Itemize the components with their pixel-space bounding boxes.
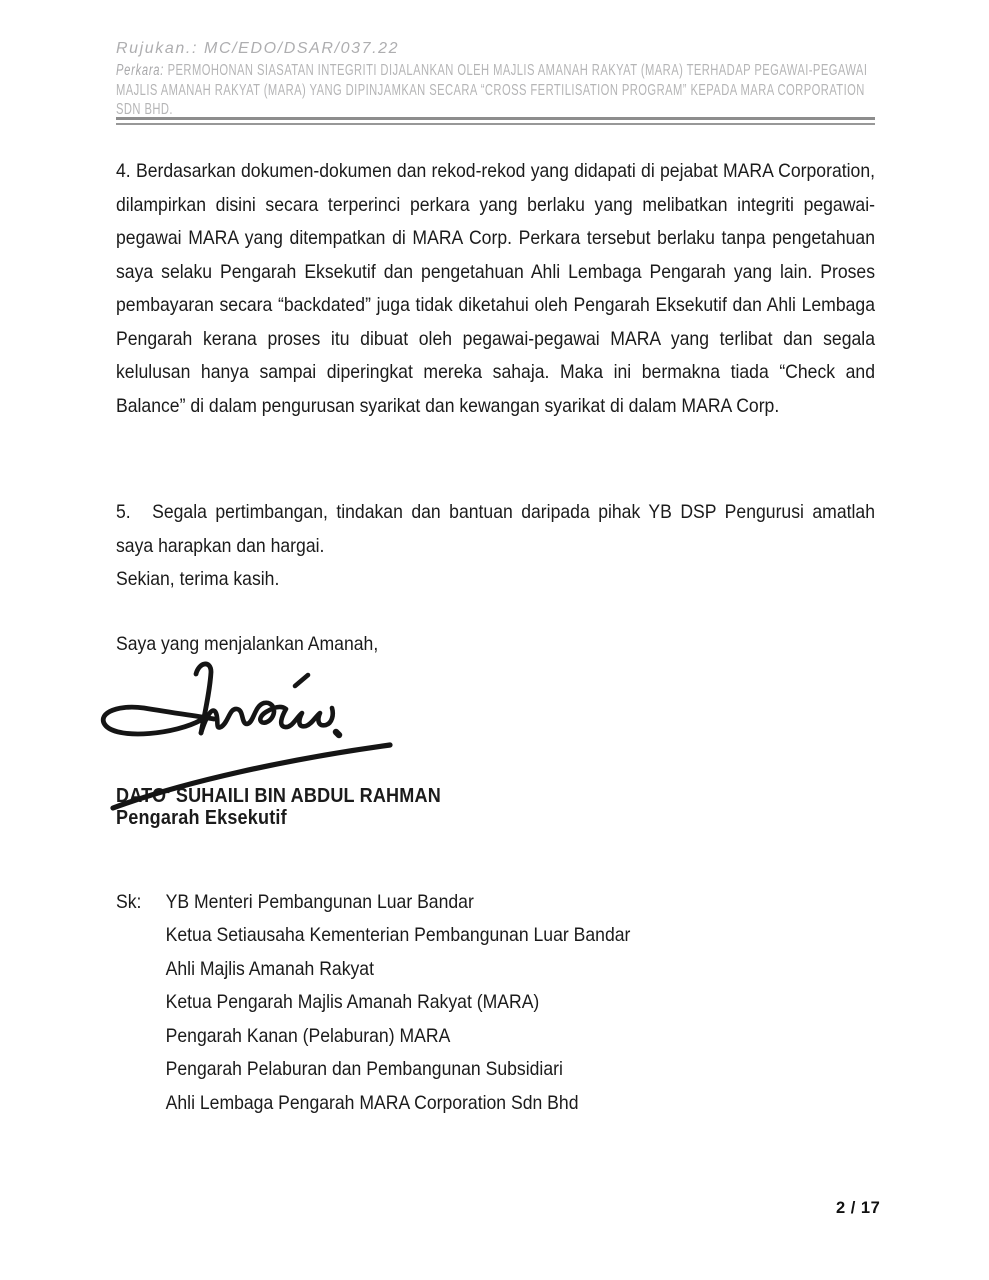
cc-item: Ketua Pengarah Majlis Amanah Rakyat (MARA) <box>165 991 540 1013</box>
cc-item: Ahli Lembaga Pengarah MARA Corporation Sdn Bhd <box>165 1091 579 1114</box>
cc-item: Ahli Majlis Amanah Rakyat <box>165 957 374 980</box>
cc-item: Ketua Setiausaha Kementerian Pembangunan Luar Bandar <box>165 924 631 946</box>
signatory-title: Pengarah Eksekutif <box>116 807 287 829</box>
signatory-name: DATO' SUHAILI BIN ABDUL RAHMAN <box>116 784 441 807</box>
paragraph-4-text: Berdasarkan dokumen-dokumen dan rekod-rekod yang didapati di pejabat MARA Corporation, dilampirkan disini secara terperinci perkara yang berlaku yang melibatkan integriti pegawai-pegawai MARA yang ditempatkan di MARA Corp. Perkara tersebut berlaku tanpa pengetahuan saya selaku Pengarah Eksekutif dan pengetahuan Ahli Lembaga Pengarah yang lain. Proses pembayaran secara “backdated” juga tidak diketahui oleh Pengarah Eksekutif dan Ahli Lembaga Pengarah kerana proses itu dibuat oleh pegawai-pegawai MARA yang terlibat dan segala kelulusan hanya sampai diperingkat mereka sahaja. Maka ini bermakna tiada “Check and Balance” di dalam pengurusan syarikat dan kewangan syarikat di dalam MARA Corp. <box>116 160 876 417</box>
cc-item: Pengarah Kanan (Pelaburan) MARA <box>165 1024 451 1047</box>
page-number: 2 / 17 <box>836 1199 881 1217</box>
letter-body <box>116 0 875 1120</box>
reference-label: Rujukan.: <box>116 40 198 57</box>
reference-value: MC/EDO/DSAR/037.22 <box>204 40 400 57</box>
paragraph-4-number: 4. <box>116 160 131 182</box>
subject-label: Perkara: <box>116 62 165 79</box>
paragraph-5-text: Segala pertimbangan, tindakan dan bantuan daripada pihak YB DSP Pengurusi amatlah saya harapkan dan hargai. <box>116 501 876 557</box>
cc-block <box>116 886 875 1121</box>
paragraph-5 <box>116 496 875 597</box>
cc-list <box>166 886 875 1121</box>
closing-line: Sekian, terima kasih. <box>116 568 280 590</box>
salutation-line: Saya yang menjalankan Amanah, <box>116 633 379 655</box>
paragraph-4 <box>116 155 875 457</box>
cc-item: YB Menteri Pembangunan Luar Bandar <box>165 890 474 913</box>
cc-label: Sk: <box>116 890 142 913</box>
cc-item: Pengarah Pelaburan dan Pembangunan Subsidiari <box>165 1058 563 1080</box>
signature-image <box>98 656 398 816</box>
paragraph-5-number: 5. <box>116 501 131 523</box>
subject-value: PERMOHONAN SIASATAN INTEGRITI DIJALANKAN OLEH MAJLIS AMANAH RAKYAT (MARA) TERHADAP PEGAWAI-PEGAWAI MAJLIS AMANAH RAKYAT (MARA) YANG DIPINJAMKAN SECARA “CROSS FERTILISATION PROGRAM” KEPADA MARA CORPORATION SDN BHD. <box>116 62 868 118</box>
